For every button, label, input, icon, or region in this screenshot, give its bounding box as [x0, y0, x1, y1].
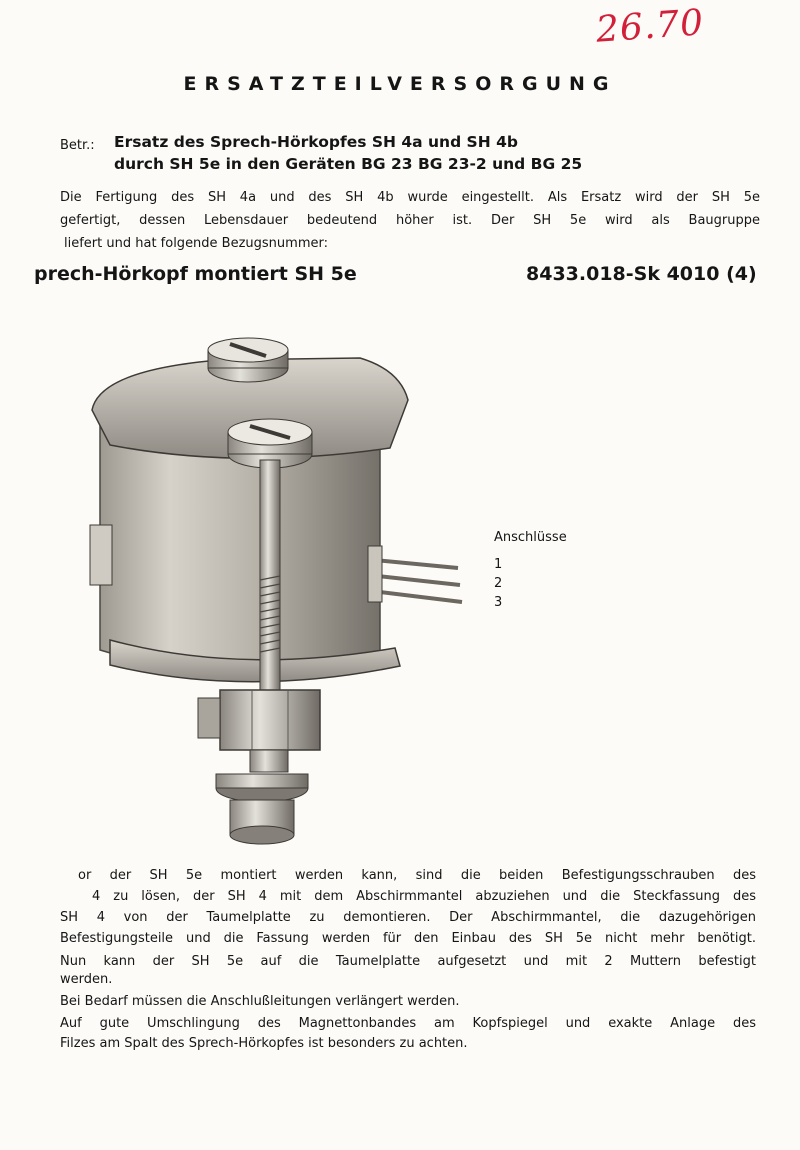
body-line-3: SH 4 von der Taumelplatte zu demontieren. Der Abschirmmantel, die dazugehörigen — [60, 910, 756, 925]
connection-pin-label: 2 — [494, 576, 503, 591]
body-line-8: Auf gute Umschlingung des Magnettonbandes am Kopfspiegel und exakte Anlage des — [60, 1016, 756, 1031]
connections-title: Anschlüsse — [494, 530, 567, 545]
subject-line-2: durch SH 5e in den Geräten BG 23 BG 23-2 und BG 25 — [114, 155, 583, 173]
sound-head-illustration — [80, 330, 480, 850]
part-name: prech-Hörkopf montiert SH 5e — [34, 263, 357, 285]
document-title: ERSATZTEILVERSORGUNG — [183, 73, 617, 95]
intro-line-1: Die Fertigung des SH 4a und des SH 4b wurde eingestellt. Als Ersatz wird der SH 5e — [60, 190, 760, 205]
body-line-2: 4 zu lösen, der SH 4 mit dem Abschirmmantel abzuziehen und die Steckfassung des — [92, 889, 756, 904]
body-line-6: werden. — [60, 972, 113, 987]
part-number: 8433.018-Sk 4010 (4) — [526, 263, 757, 285]
subject-line-1: Ersatz des Sprech-Hörkopfes SH 4a und SH 4b — [114, 133, 518, 151]
connection-pin-label: 3 — [494, 595, 503, 610]
body-line-5: Nun kann der SH 5e auf die Taumelplatte aufgesetzt und mit 2 Muttern befestigt — [60, 954, 756, 969]
body-line-7: Bei Bedarf müssen die Anschlußleitungen verlängert werden. — [60, 994, 460, 1009]
intro-line-2: gefertigt, dessen Lebensdauer bedeutend höher ist. Der SH 5e wird als Baugruppe — [60, 213, 760, 228]
handwritten-price: 26.70 — [594, 2, 706, 51]
connection-pin-label: 1 — [494, 557, 503, 572]
body-line-1: or der SH 5e montiert werden kann, sind die beiden Befestigungsschrauben des — [78, 868, 756, 883]
subject-label: Betr.: — [60, 138, 95, 153]
intro-line-3: liefert und hat folgende Bezugsnummer: — [64, 236, 328, 251]
body-line-9: Filzes am Spalt des Sprech-Hörkopfes ist besonders zu achten. — [60, 1036, 468, 1051]
body-line-4: Befestigungsteile und die Fassung werden für den Einbau des SH 5e nicht mehr benötigt. — [60, 931, 756, 946]
